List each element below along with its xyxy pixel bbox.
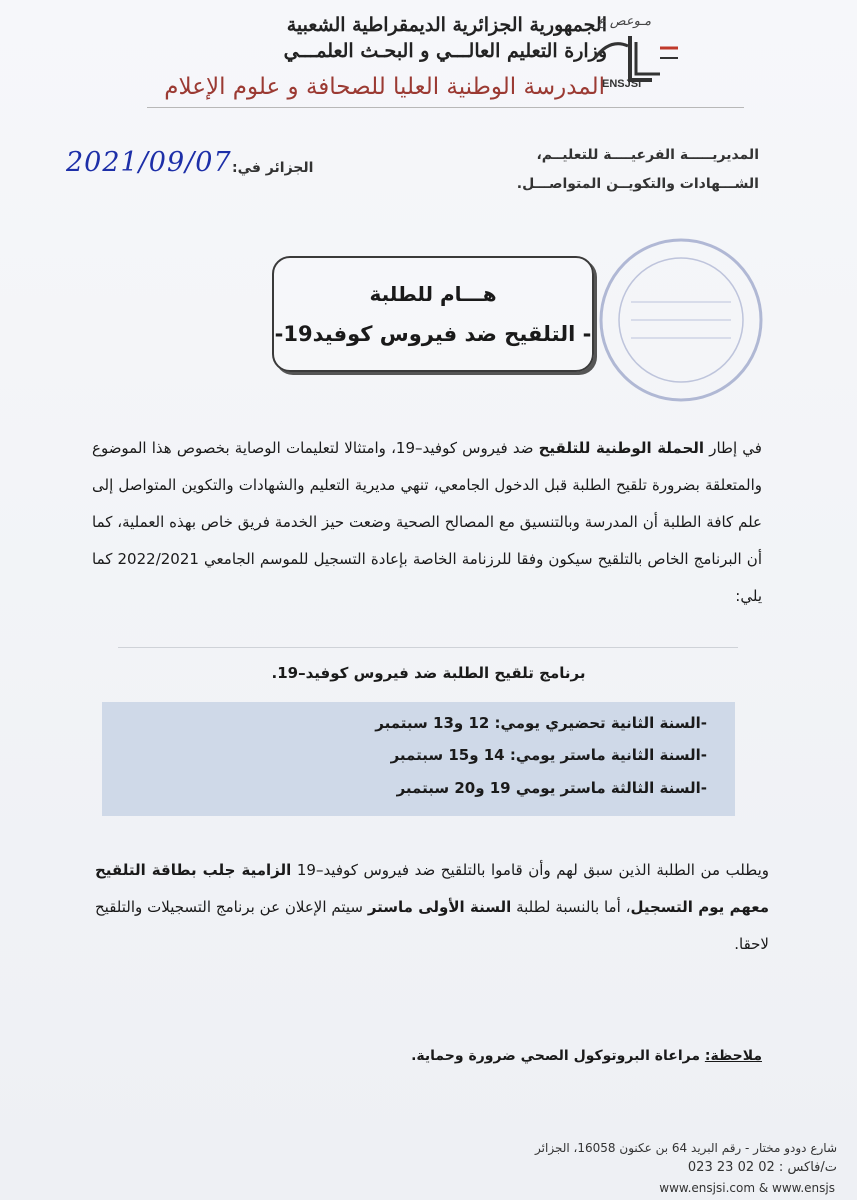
requirements-paragraph (95, 852, 769, 963)
intro-text-b: ضد فيروس كوفيد–19، وامتثالا لتعليمات الوصاية بخصوص هذا الموضوع والمتعلقة بضرورة تلقيح الطلبة قبل الدخول الجامعي، تنهي مديرية التعليم والشهادات والتكوين المتواصل إلى علم كافة الطلبة أن المدرسة وبالتنسيق مع المصالح الصحية وضعت حيز الخدمة فريق خاص بهذه العملية، كما أن البرنامج الخاص بالتلقيح سيكون وفقا للرزنامة الخاصة بإعادة التسجيل للموسم الجامعي 2022/2021 كما يلي: (92, 439, 762, 605)
header-divider (147, 107, 744, 108)
official-stamp-icon (596, 232, 766, 407)
campaign-name: الحملة الوطنية للتلقيح (538, 439, 705, 457)
footer-phone: ت/فاكس : 02 02 23 023 (687, 1160, 837, 1175)
program-item: -السنة الثالثة ماستر يومي 19 و20 سبتمبر (396, 779, 707, 797)
intro-text-a: في إطار (704, 439, 762, 457)
section-divider (118, 647, 738, 648)
date-label: الجزائر في: (232, 160, 314, 176)
note (411, 1048, 762, 1064)
program-item: -السنة الثانية تحضيري يومي: 12 و13 سبتمبر (375, 714, 707, 732)
req-text-a: ويطلب من الطلبة الذين سبق لهم وأن قاموا بالتلقيح ضد فيروس كوفيد–19 (291, 861, 769, 879)
intro-paragraph (92, 430, 762, 615)
logo-text: ENSJSI (602, 78, 642, 90)
note-label: ملاحظة: (704, 1048, 762, 1064)
republic-name: الجمهورية الجزائرية الديمقراطية الشعبية (286, 14, 607, 36)
directorate-line-2: الشـــهادات والتكويــن المتواصـــل. (516, 176, 759, 192)
program-title: برنامج تلقيح الطلبة ضد فيروس كوفيد–19. (271, 664, 586, 682)
req-text-c: سيتم الإعلان عن برنامج التسجيلات والتلقيح لاحقا. (95, 898, 769, 953)
footer-website: www.ensjsi.com & www.ensjs (659, 1181, 835, 1195)
handwritten-date: 2021/09/07 (66, 147, 232, 178)
logo-script: مـوعص ع (598, 14, 652, 29)
req-bold-1: الزامية جلب بطاقة التلقيح معهم يوم التسجيل (95, 861, 769, 916)
notice-title: هـــام للطلبة (369, 282, 497, 306)
program-item: -السنة الثانية ماستر يومي: 14 و15 سبتمبر (390, 746, 707, 764)
notice-subtitle: - التلقيح ضد فيروس كوفيد19- (274, 322, 592, 346)
footer-address: شارع دودو مختار - رقم البريد 64 بن عكنون 16058، الجزائر (535, 1141, 837, 1155)
req-bold-2: السنة الأولى ماستر (367, 898, 512, 916)
ministry-name: وزارة التعليم العالـــي و البحـث العلمـــي (283, 40, 607, 62)
note-text: مراعاة البروتوكول الصحي ضرورة وحماية. (411, 1048, 705, 1064)
notice-title-box (272, 256, 594, 372)
req-text-b: ، أما بالنسبة لطلبة (511, 898, 631, 916)
school-name: المدرسة الوطنية العليا للصحافة و علوم الإعلام (164, 74, 605, 100)
directorate-line-1: المديريـــــة الفرعيــــة للتعليــم، (536, 147, 759, 163)
